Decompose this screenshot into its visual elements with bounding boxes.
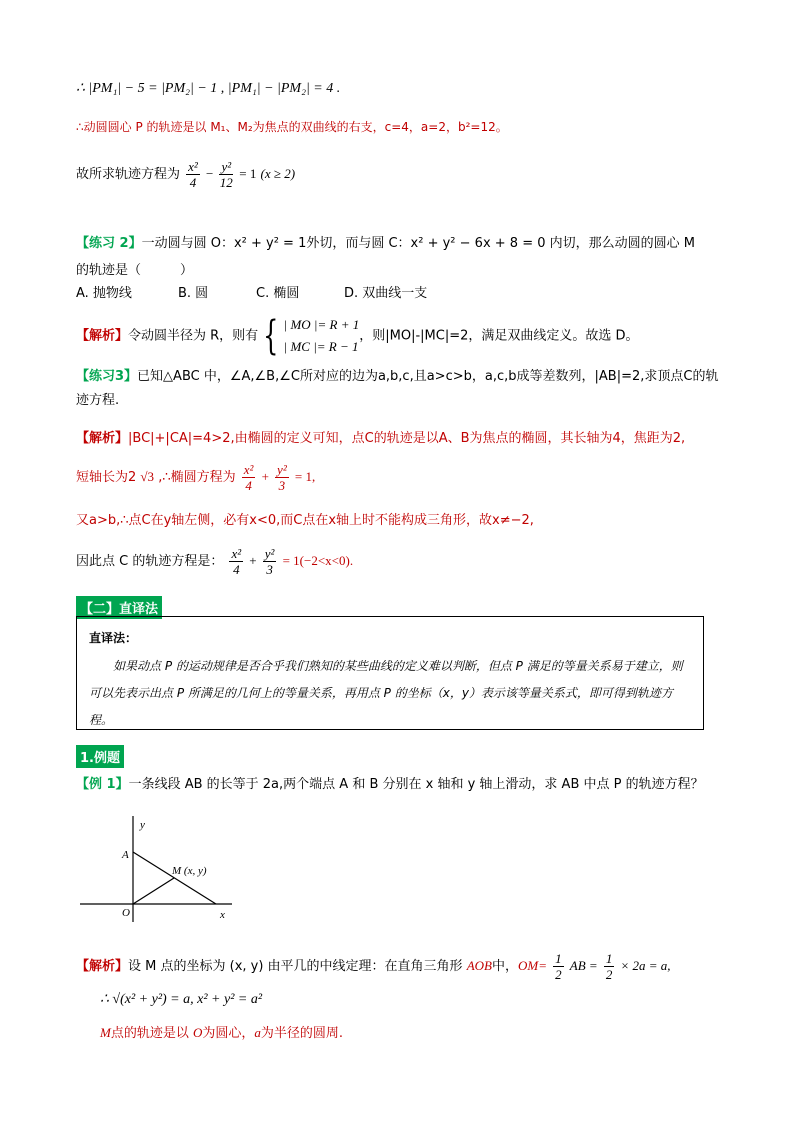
conclusion-line: ∴动圆圆心 P 的轨迹是以 M₁、M₂为焦点的双曲线的右支，c=4，a=2，b²=12。 bbox=[76, 120, 508, 134]
option-b: B. 圆 bbox=[178, 286, 209, 301]
y-axis-label: y bbox=[140, 819, 145, 831]
trajectory-equation: 故所求轨迹方程为 $\frac{\text{x²}}{4}$ − $\frac{\text{y²}}{12}$ = 1 (x ≥ 2) bbox=[76, 159, 296, 190]
practice-3-solution-1: 【解析】|BC|+|CA|=4>2,由椭圆的定义可知，点C的轨迹是以A、B为焦点的椭圆，其长轴为4，焦距为2, bbox=[76, 431, 686, 446]
fraction-x2-4: $\frac{\text{x²}}{4}$ bbox=[243, 462, 254, 493]
practice-3-tag: 【练习3】 bbox=[76, 369, 138, 384]
solution-tag: 【解析】 bbox=[76, 328, 129, 344]
practice-2 bbox=[76, 237, 695, 250]
practice-3-text: 已知△ABC 中，∠A,∠B,∠C所对应的边为a,b,c,且a>c>b，a,c,b成等差数列，|AB|=2,求顶点C的轨 bbox=[137, 369, 719, 384]
fraction-half-2: $\frac{1}{2}$ bbox=[605, 951, 613, 982]
point-m-label: M (x, y) bbox=[172, 865, 207, 877]
fraction-y2-3: $\frac{\text{y²}}{3}$ bbox=[264, 546, 275, 577]
fraction-half: $\frac{1}{2}$ bbox=[555, 951, 562, 982]
option-d: D. 双曲线一支 bbox=[344, 286, 428, 301]
equation-prefix: 故所求轨迹方程为 bbox=[76, 167, 181, 182]
origin-label: O bbox=[122, 907, 130, 919]
example-1-text: 一条线段 AB 的长等于 2a,两个端点 A 和 B 分别在 x 轴和 y 轴上滑动，求 AB 中点 P 的轨迹方程？ bbox=[128, 777, 704, 792]
solution-tag: 【解析】 bbox=[76, 959, 129, 974]
method-box bbox=[76, 616, 704, 730]
point-a-label: A bbox=[122, 849, 129, 861]
practice-3-text-cont: 迹方程. bbox=[76, 393, 120, 408]
domain-condition: (x ≥ 2) bbox=[260, 166, 296, 181]
practice-2-solution: 【解析】令动圆半径为 R，则有 { | MO |= R + 1 | MC |= R − 1 ，则|MO|-|MC|=2，满足双曲线定义。故选 D。 bbox=[76, 313, 639, 359]
practice-3-solution-2: 短轴长为2 √3 ,∴椭圆方程为 $\frac{\text{x²}}{4}$ + $\frac{\text{y²}}{3}$ = 1, bbox=[76, 462, 316, 493]
system-eq-2: | MC |= R − 1 bbox=[283, 339, 359, 354]
example-solution-2: ∴ √(x² + y²) = a, x² + y² = a² bbox=[100, 992, 263, 1007]
option-a: A. 抛物线 bbox=[76, 286, 132, 301]
example-1 bbox=[76, 778, 704, 791]
practice-3 bbox=[76, 370, 718, 383]
practice-2-text-cont: 的轨迹是（ ） bbox=[76, 263, 194, 278]
example-banner: 1.例题 bbox=[76, 745, 124, 768]
system-eq-1: | MO |= R + 1 bbox=[283, 317, 360, 332]
section-banner: 【二】直译法 bbox=[76, 596, 162, 619]
fraction-y2-3: $\frac{\text{y²}}{3}$ bbox=[277, 462, 287, 493]
practice-2-tag: 【练习 2】 bbox=[76, 236, 142, 251]
fraction-y2-12: $\frac{\text{y²}}{12}$ bbox=[219, 159, 233, 190]
practice-3-solution-3: 又a>b,∴点C在y轴左侧，必有x<0,而C点在x轴上时不能构成三角形，故x≠−2, bbox=[76, 513, 534, 528]
fraction-x2-4: $\frac{\text{x²}}{4}$ bbox=[231, 546, 242, 577]
x-axis-label: x bbox=[220, 909, 225, 921]
fraction-x2-4: $\frac{\text{x²}}{4}$ bbox=[188, 159, 198, 190]
coordinate-figure bbox=[80, 812, 240, 924]
equation-line-1: ∴ |PM₁| − 5 = |PM₂| − 1 , |PM₁| − |PM₂| = 4 . bbox=[76, 81, 341, 96]
example-solution-1: 【解析】设 M 点的坐标为 (x, y) 由平几的中线定理：在直角三角形 AOB中，OM= $\frac{1}{2}$ AB = $\frac{1}{2}$ × 2a = a, bbox=[76, 951, 671, 982]
option-c: C. 椭圆 bbox=[256, 286, 300, 301]
example-solution-3: M点的轨迹是以 O为圆心，a为半径的圆周. bbox=[100, 1025, 344, 1041]
example-1-tag: 【例 1】 bbox=[76, 777, 129, 792]
method-box-title: 直译法： bbox=[89, 631, 138, 645]
method-box-body: 如果动点 P 的运动规律是否合乎我们熟知的某些曲线的定义难以判断，但点 P 满足的等量关系易于建立，则可以先表示出点 P 所满足的几何上的等量关系，再用点 P 的坐标（x，y）表示该等量关系式，即可得到轨迹方程。 bbox=[89, 659, 683, 727]
practice-2-text: 一动圆与圆 O：x² + y² = 1外切，而与圆 C：x² + y² − 6x + 8 = 0 内切，那么动圆的圆心 M bbox=[141, 236, 695, 251]
practice-3-solution-4: 因此点 C 的轨迹方程是： $\frac{\text{x²}}{4}$ + $\frac{\text{y²}}{3}$ = 1(−2<x<0). bbox=[76, 546, 354, 577]
solution-tag: 【解析】 bbox=[76, 431, 129, 446]
